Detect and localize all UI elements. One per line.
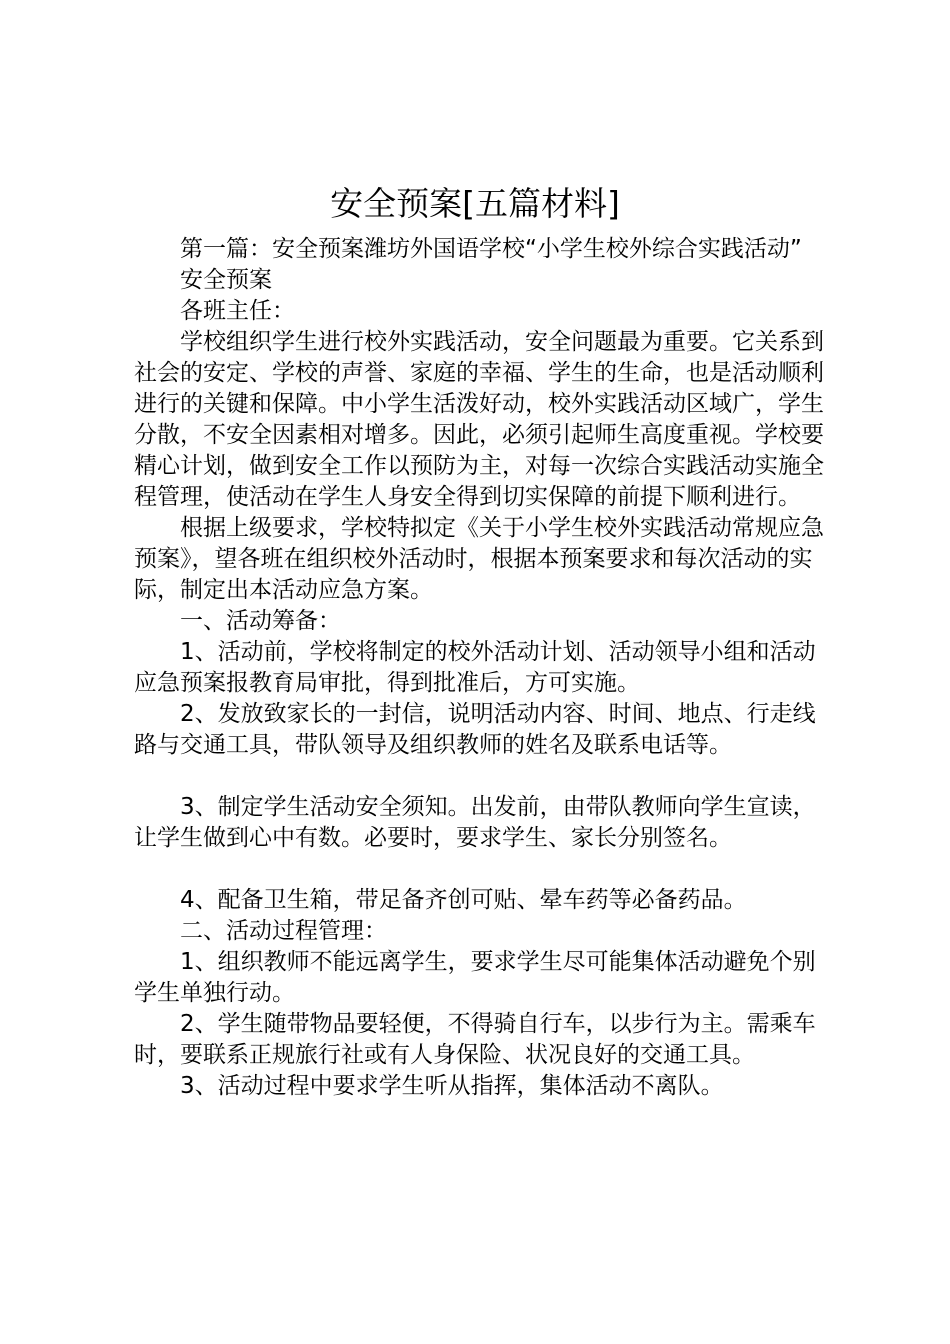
list-item-process-1: 1、组织教师不能远离学生，要求学生尽可能集体活动避免个别学生单独行动。 — [134, 949, 816, 1006]
blank-line — [134, 854, 834, 885]
section-heading-process: 二、活动过程管理： — [180, 918, 387, 944]
list-item-process-3: 3、活动过程中要求学生听从指挥，集体活动不离队。 — [180, 1073, 724, 1099]
list-item-preparation-2: 2、发放致家长的一封信，说明活动内容、时间、地点、行走线路与交通工具，带队领导及组织教师的姓名及联系电话等。 — [134, 701, 816, 758]
paragraph-intro: 学校组织学生进行校外实践活动，安全问题最为重要。它关系到社会的安定、学校的声誉、家庭的幸福、学生的生命，也是活动顺利进行的关键和保障。中小学生活泼好动，校外实践活动区域广，学生分散，不安全因素相对增多。因此，必须引起师生高度重视。学校要精心计划，做到安全工作以预防为主，对每一次综合实践活动实施全程管理，使活动在学生人身安全得到切实保障的前提下顺利进行。 — [134, 329, 824, 510]
list-item-preparation-4: 4、配备卫生箱，带足备齐创可贴、晕车药等必备药品。 — [180, 887, 747, 913]
paragraph-requirements: 根据上级要求，学校特拟定《关于小学生校外实践活动常规应急预案》，望各班在组织校外活动时，根据本预案要求和每次活动的实际，制定出本活动应急方案。 — [134, 515, 824, 603]
paragraph-chapter-heading: 第一篇：安全预案潍坊外国语学校“小学生校外综合实践活动” — [180, 236, 802, 262]
list-item-preparation-1: 1、活动前，学校将制定的校外活动计划、活动领导小组和活动应急预案报教育局审批，得到批准后，方可实施。 — [134, 639, 816, 696]
document-title: 安全预案[五篇材料] — [330, 184, 620, 223]
paragraph-salutation: 各班主任： — [180, 298, 295, 324]
section-heading-preparation: 一、活动筹备： — [180, 608, 341, 634]
paragraph-subtitle: 安全预案 — [180, 267, 272, 293]
list-item-preparation-3: 3、制定学生活动安全须知。出发前，由带队教师向学生宣读，让学生做到心中有数。必要时，要求学生、家长分别签名。 — [134, 794, 816, 851]
list-item-process-2: 2、学生随带物品要轻便，不得骑自行车，以步行为主。需乘车时，要联系正规旅行社或有人身保险、状况良好的交通工具。 — [134, 1011, 816, 1068]
blank-line — [134, 761, 834, 792]
document-body — [134, 234, 834, 1102]
